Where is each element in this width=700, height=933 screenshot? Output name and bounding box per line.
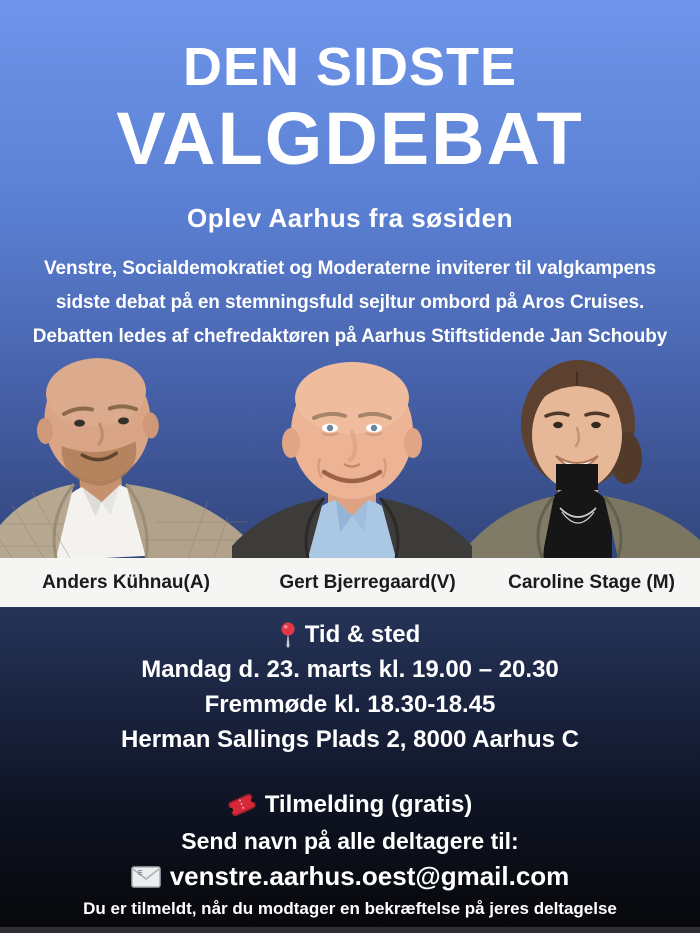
intro-line-3: Debatten ledes af chefredaktøren på Aarhus Stiftstidende Jan Schouby bbox=[32, 326, 668, 347]
signup-instruction: Send navn på alle deltagere til: bbox=[181, 828, 519, 854]
poster-subtitle: Oplev Aarhus fra søsiden bbox=[186, 203, 514, 233]
time-place-heading: Tid & sted bbox=[304, 621, 421, 648]
event-date-line: Mandag d. 23. marts kl. 19.00 – 20.30 bbox=[141, 656, 559, 683]
signup-heading: Tilmelding (gratis) bbox=[264, 791, 473, 818]
svg-text:E: E bbox=[137, 869, 143, 877]
intro-line-1: Venstre, Socialdemokratiet og Moderaterne inviterer til valgkampens bbox=[43, 258, 657, 279]
photo-caroline-stage bbox=[458, 340, 700, 558]
poster-title-line1: DEN SIDSTE bbox=[182, 37, 518, 97]
photo-anders-kuhnau bbox=[0, 340, 248, 558]
photo-gert-bjerregaard bbox=[232, 340, 472, 558]
time-place-heading-row bbox=[0, 621, 700, 649]
intro-paragraph bbox=[0, 252, 700, 354]
intro-line-2: sidste debat på en stemningsfuld sejltur ombord på Aros Cruises. bbox=[55, 292, 645, 313]
signup-email-address[interactable]: venstre.aarhus.oest@gmail.com bbox=[169, 861, 570, 891]
event-arrival-line: Fremmøde kl. 18.30-18.45 bbox=[204, 691, 496, 718]
signup-heading-row bbox=[0, 791, 700, 819]
signup-email-row bbox=[0, 861, 700, 892]
speaker-name-caroline: Caroline Stage (M) bbox=[508, 571, 675, 593]
ticket-icon bbox=[228, 792, 256, 818]
speaker-name-anders: Anders Kühnau(A) bbox=[42, 571, 210, 593]
confirmation-note: Du er tilmeldt, når du modtager en bekræftelse på jeres deltagelse bbox=[83, 899, 617, 918]
event-address-line: Herman Sallings Plads 2, 8000 Aarhus C bbox=[121, 726, 579, 753]
event-info-section bbox=[0, 607, 700, 933]
round-pushpin-icon bbox=[280, 622, 296, 648]
poster-title-line2: VALGDEBAT bbox=[116, 97, 584, 180]
speaker-name-gert: Gert Bjerregaard(V) bbox=[279, 571, 456, 593]
email-envelope-icon bbox=[131, 866, 161, 888]
speaker-photos bbox=[0, 340, 700, 558]
speaker-name-strip bbox=[0, 558, 700, 607]
bottom-bar bbox=[0, 927, 700, 933]
